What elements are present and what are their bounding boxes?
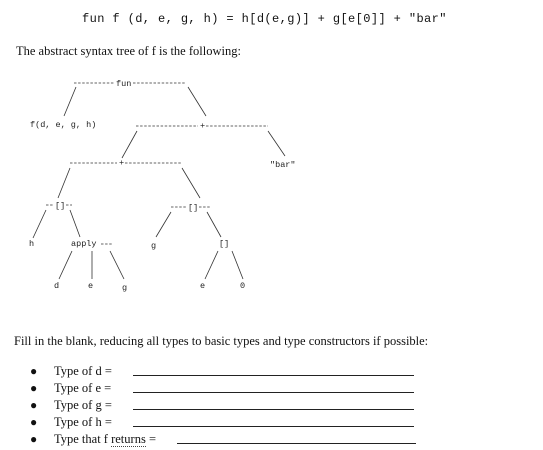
edge-sub1-apply: [70, 210, 80, 237]
node-sub2: []: [188, 203, 199, 213]
edge-plus1-plus2: [122, 131, 137, 158]
node-h: h: [29, 239, 35, 249]
blank-line-h[interactable]: [133, 426, 414, 427]
edge-apply-g: [110, 251, 124, 279]
edge-apply-d: [59, 251, 72, 279]
edge-sub2-g1: [156, 212, 171, 237]
edge-sub3-e2: [205, 251, 218, 279]
blank-line-returns[interactable]: [177, 443, 416, 444]
node-plus2: +: [119, 158, 125, 168]
edge-sub1-h: [33, 210, 46, 238]
blanks-list: [20, 364, 156, 449]
intro-text: The abstract syntax tree of f is the following:: [16, 44, 241, 58]
blank-item-g: [20, 398, 156, 415]
node-e2: e: [200, 281, 206, 291]
edge-fun-plus1: [188, 87, 206, 116]
node-apply: apply: [71, 239, 97, 249]
code-line: fun f (d, e, g, h) = h[d(e,g)] + g[e[0]] + "bar": [82, 12, 447, 26]
blank-label-suffix: =: [145, 432, 156, 446]
node-g2: g: [122, 283, 128, 293]
node-d: d: [54, 281, 60, 291]
blank-item-returns: [20, 432, 156, 449]
edge-sub2-sub3: [207, 212, 221, 237]
blank-item-e: [20, 381, 156, 398]
node-sub3: []: [219, 239, 230, 249]
blank-label: Type of d =: [54, 364, 112, 378]
blank-line-g[interactable]: [133, 409, 414, 410]
blank-line-d[interactable]: [133, 375, 414, 376]
blank-label-returns: returns: [111, 432, 146, 446]
edge-sub3-zero: [232, 251, 243, 279]
bullet-icon: ●: [30, 415, 38, 429]
blank-label-prefix: Type that f: [54, 432, 112, 446]
node-params: f(d, e, g, h): [30, 120, 97, 130]
blank-label: [54, 432, 156, 447]
instruction-text: Fill in the blank, reducing all types to basic types and type constructors if possible:: [14, 334, 429, 348]
blank-label: Type of h =: [54, 415, 112, 429]
blank-label: Type of e =: [54, 381, 112, 395]
edge-plus1-bar: [268, 131, 285, 156]
node-zero: 0: [240, 281, 246, 291]
bullet-icon: ●: [30, 364, 38, 378]
node-sub1: []: [55, 201, 66, 211]
bullet-icon: ●: [30, 432, 38, 446]
edge-fun-params: [64, 87, 76, 116]
node-plus1: +: [200, 121, 206, 131]
blank-label: Type of g =: [54, 398, 112, 412]
node-e1: e: [88, 281, 94, 291]
node-bar: "bar": [270, 160, 296, 170]
edge-plus2-sub1: [58, 168, 70, 198]
edge-plus2-sub2: [182, 168, 200, 198]
blank-line-e[interactable]: [133, 392, 414, 393]
bullet-icon: ●: [30, 381, 38, 395]
node-g1: g: [151, 241, 157, 251]
blank-item-d: [20, 364, 156, 381]
node-fun: fun: [116, 79, 132, 89]
bullet-icon: ●: [30, 398, 38, 412]
blank-item-h: [20, 415, 156, 432]
